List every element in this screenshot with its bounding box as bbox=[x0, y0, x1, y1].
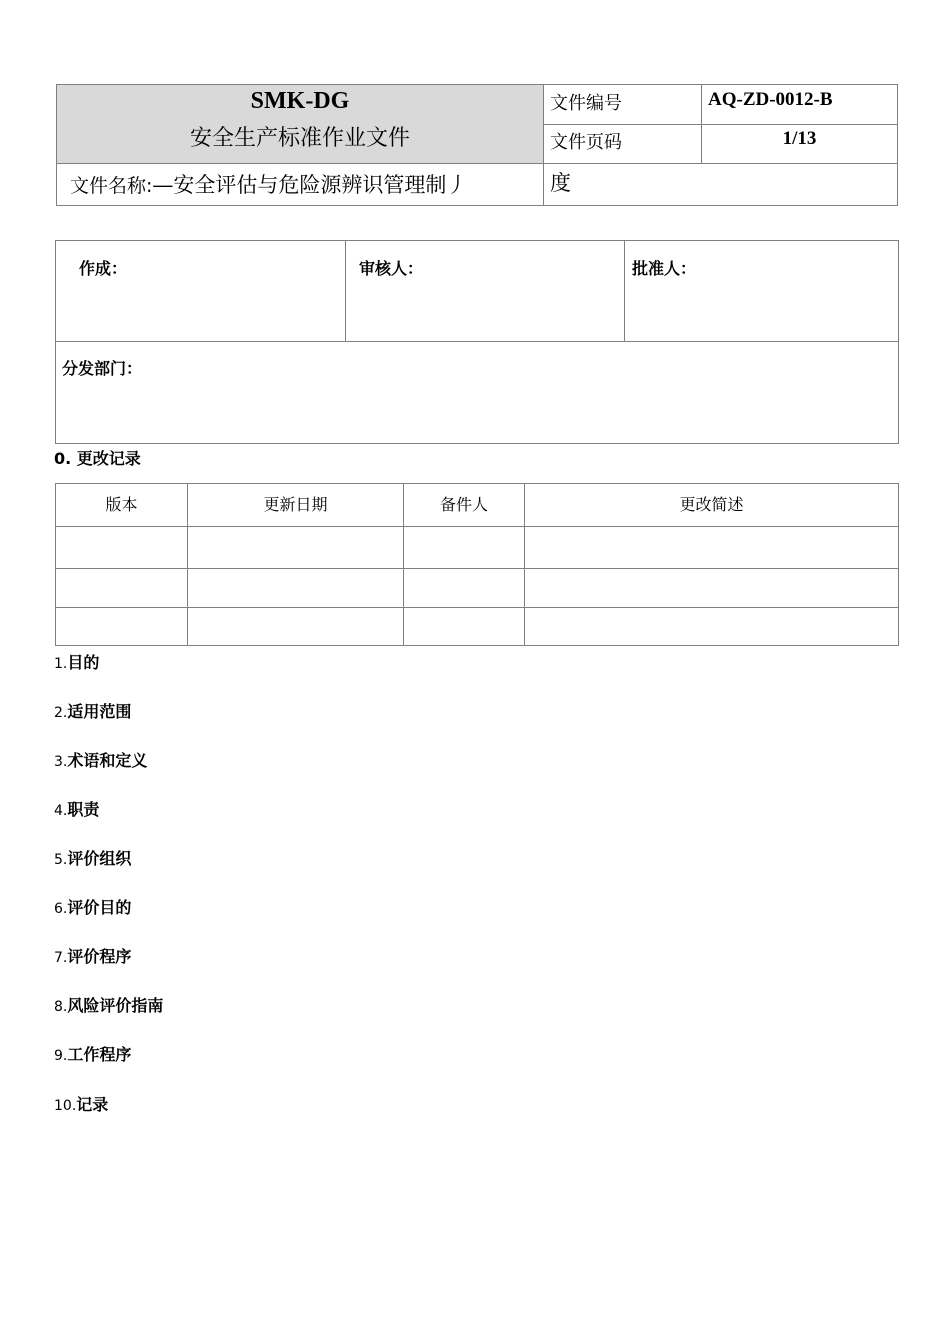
header-border-divider bbox=[543, 84, 544, 206]
toc-item: 6.评价目的 bbox=[54, 898, 132, 917]
toc-item: 1.目的 bbox=[54, 653, 100, 672]
toc-item: 5.评价组织 bbox=[54, 849, 132, 868]
table-border-bottom bbox=[55, 645, 899, 646]
doc-number-value: AQ-ZD-0012-B bbox=[708, 89, 833, 110]
table-row-divider bbox=[55, 607, 899, 608]
header-border-row2 bbox=[56, 163, 898, 164]
approval-border-left bbox=[55, 240, 56, 444]
header-border-divider-2 bbox=[701, 84, 702, 164]
file-name-value: —安全评估与危险源辨识管理制丿 bbox=[152, 173, 468, 197]
company-name: SMK-DG bbox=[250, 88, 350, 114]
toc-item: 10.记录 bbox=[54, 1095, 109, 1114]
approval-divider-2 bbox=[624, 240, 625, 341]
header-border-bottom bbox=[56, 205, 898, 206]
page-number-value: 1/13 bbox=[782, 128, 817, 149]
approval-border-right bbox=[898, 240, 899, 444]
page-number-label: 文件页码 bbox=[550, 132, 622, 153]
approval-border-bottom bbox=[55, 443, 899, 444]
reviewer-label: 审核人： bbox=[359, 259, 424, 278]
column-header-version: 版本 bbox=[105, 495, 138, 514]
document-type-title: 安全生产标准作业文件 bbox=[189, 126, 410, 151]
author-label: 作成： bbox=[79, 259, 128, 278]
toc-item: 2.适用范围 bbox=[54, 702, 132, 721]
approval-border-mid bbox=[55, 341, 899, 342]
column-header-change-summary: 更改简述 bbox=[679, 495, 744, 514]
toc-item: 9.工作程序 bbox=[54, 1045, 132, 1064]
column-header-editor: 备件人 bbox=[439, 495, 488, 514]
toc-item: 8.风险评价指南 bbox=[54, 996, 164, 1015]
file-name-row bbox=[70, 169, 467, 199]
approver-label: 批准人： bbox=[632, 259, 697, 278]
approval-border-top bbox=[55, 240, 899, 241]
distribution-dept-label: 分发部门： bbox=[62, 359, 143, 378]
approval-divider-1 bbox=[345, 240, 346, 341]
doc-number-label: 文件编号 bbox=[550, 93, 622, 114]
change-record-heading: 0. 更改记录 bbox=[54, 449, 141, 468]
toc-item: 7.评价程序 bbox=[54, 947, 132, 966]
file-name-overflow: 度 bbox=[550, 171, 571, 195]
file-name-label: 文件名称: bbox=[70, 175, 153, 197]
table-row-divider bbox=[55, 526, 899, 527]
column-header-update-date: 更新日期 bbox=[263, 495, 328, 514]
header-border-mid bbox=[543, 124, 898, 125]
table-border-right bbox=[898, 483, 899, 646]
toc-item: 4.职责 bbox=[54, 800, 100, 819]
toc-item: 3.术语和定义 bbox=[54, 751, 148, 770]
table-border-top bbox=[55, 483, 899, 484]
header-border-right bbox=[897, 84, 898, 206]
table-row-divider bbox=[55, 568, 899, 569]
header-border-top bbox=[56, 84, 898, 85]
